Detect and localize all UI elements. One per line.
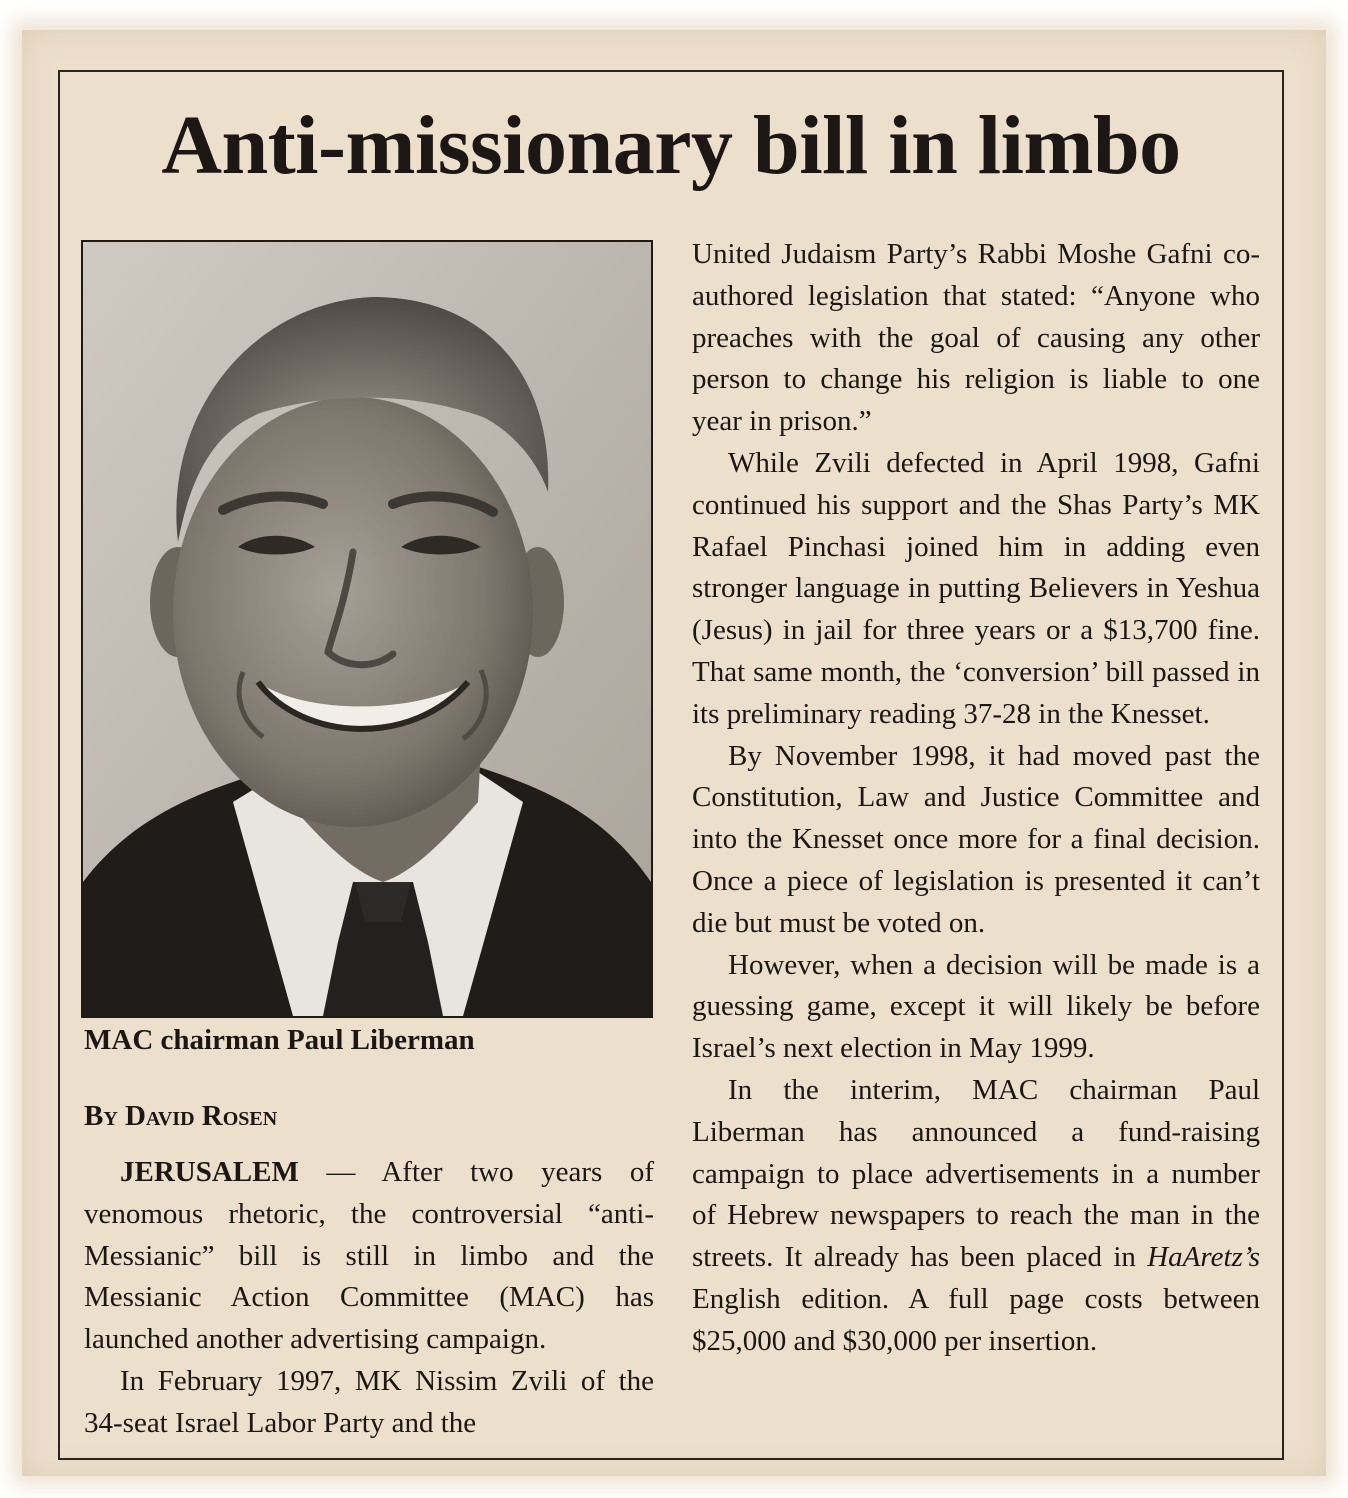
photo-caption: MAC chairman Paul Liberman bbox=[84, 1024, 475, 1056]
lead-text: — After two years of venomous rhetoric, the controversial “anti-Messianic” bill is still in limbo and the Messianic Action Committee (MAC) has launched another advertising campaign. bbox=[84, 1156, 654, 1356]
byline: By David Rosen bbox=[84, 1100, 278, 1132]
paragraph-text: In the interim, MAC chairman Paul Liberman has announced a fund-raising campaign to place advertisements in a number of Hebrew newspapers to reach the man in the streets. It already has been placed in bbox=[692, 1073, 1260, 1274]
paragraph: By November 1998, it had moved past the Constitution, Law and Justice Committee and into the Knesset once more for a final decision. Once a piece of legislation is presented it can’t die but must be voted on. bbox=[692, 739, 1260, 939]
paragraph: While Zvili defected in April 1998, Gafni continued his support and the Shas Party’s MK Rafael Pinchasi joined him in adding even stronger language in putting Believers in Yeshua (Jesus) in jail for three years or a $13,700 fine. That same month, the ‘conversion’ bill passed in its preliminary reading 37-28 in the Knesset. bbox=[692, 446, 1260, 730]
article-column-right bbox=[692, 234, 1260, 1363]
paragraph-lead bbox=[84, 1152, 654, 1361]
paragraph: In February 1997, MK Nissim Zvili of the 34-seat Israel Labor Party and the bbox=[84, 1364, 654, 1439]
portrait-photo bbox=[81, 240, 653, 1018]
dateline: JERUSALEM bbox=[120, 1156, 299, 1188]
article-column-left bbox=[84, 1152, 654, 1445]
publication-name: HaAretz’s bbox=[1147, 1241, 1260, 1274]
paragraph-text: English edition. A full page costs between $25,000 and $30,000 per insertion. bbox=[692, 1282, 1260, 1357]
headline: Anti-missionary bill in limbo bbox=[161, 99, 1181, 192]
paragraph-final bbox=[692, 1070, 1260, 1363]
paragraph: However, when a decision will be made is a guessing game, except it will likely be before Israel’s next election in May 1999. bbox=[692, 948, 1260, 1065]
paragraph-continued: United Judaism Party’s Rabbi Moshe Gafni co-authored legislation that stated: “Anyone who preaches with the goal of causing any other person to change his religion is liable to one year in prison.” bbox=[692, 238, 1260, 438]
